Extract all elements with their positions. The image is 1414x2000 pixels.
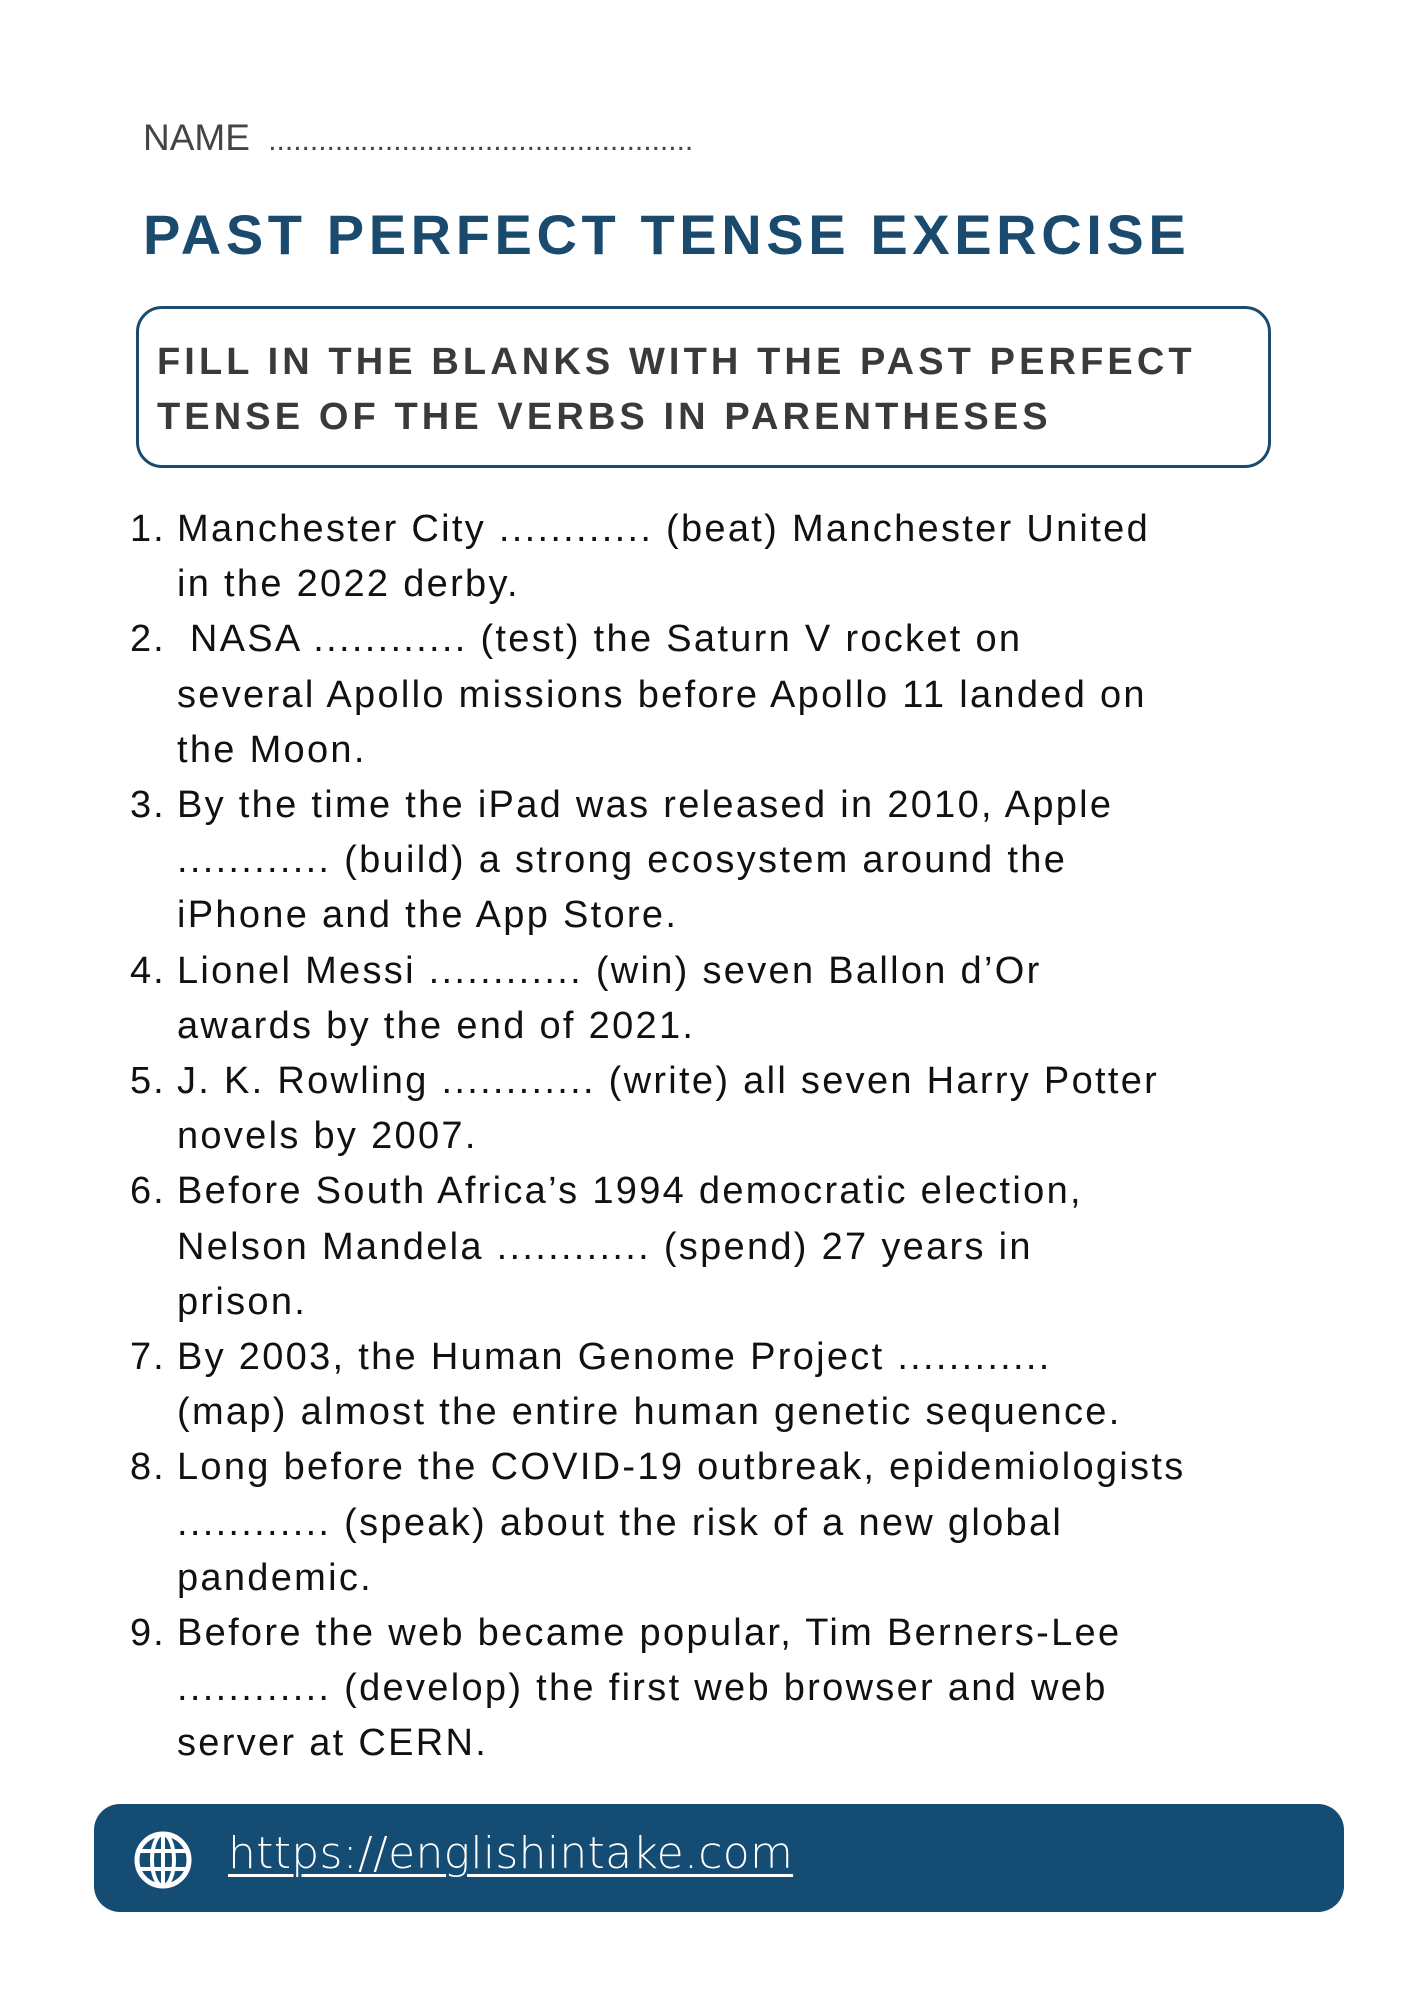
exercise-item-6 [130,1164,1380,1330]
exercise-line: server at CERN. [177,1722,489,1765]
exercise-item-7 [130,1330,1380,1440]
exercise-item-4 [130,944,1380,1054]
exercise-line: By 2003, the Human Genome Project ............ [177,1336,1052,1379]
exercise-item-2 [130,612,1380,778]
exercise-list [130,502,1380,1772]
website-link[interactable]: https://englishintake.com [228,1828,794,1879]
item-number: 7. [130,1336,166,1379]
exercise-line: Long before the COVID-19 outbreak, epidemiologists [177,1446,1186,1489]
instruction-text [157,335,1196,445]
exercise-item-8 [130,1440,1380,1606]
exercise-item-9 [130,1606,1380,1772]
exercise-line: NASA ............ (test) the Saturn V rocket on [177,618,1023,661]
exercise-line: Before South Africa’s 1994 democratic election, [177,1170,1083,1213]
exercise-line: iPhone and the App Store. [177,894,679,937]
exercise-line: the Moon. [177,728,367,771]
name-label: NAME [143,117,250,158]
exercise-line: novels by 2007. [177,1115,478,1158]
exercise-line: (map) almost the entire human genetic sequence. [177,1391,1122,1434]
instruction-box [136,306,1271,468]
exercise-line: ............ (build) a strong ecosystem around the [177,839,1068,882]
item-number: 2. [130,618,166,661]
exercise-line: By the time the iPad was released in 2010, Apple [177,784,1114,827]
item-number: 3. [130,784,166,827]
exercise-line: ............ (speak) about the risk of a new global [177,1501,1064,1544]
item-number: 6. [130,1170,166,1213]
exercise-line: Lionel Messi ............ (win) seven Ballon d’Or [177,949,1042,992]
exercise-item-5 [130,1054,1380,1164]
item-number: 1. [130,508,166,550]
name-blank[interactable]: ................................................... [268,124,694,157]
exercise-line: pandemic. [177,1556,374,1599]
exercise-line: J. K. Rowling ............ (write) all seven Harry Potter [177,1060,1160,1103]
exercise-line: Before the web became popular, Tim Berners-Lee [177,1612,1122,1655]
item-number: 5. [130,1060,166,1103]
exercise-line: ............ (develop) the first web browser and web [177,1667,1108,1710]
exercise-line: awards by the end of 2021. [177,1004,696,1047]
exercise-line: prison. [177,1280,308,1323]
exercise-line: in the 2022 derby. [177,563,520,606]
exercise-item-3 [130,778,1380,944]
item-number: 8. [130,1446,166,1489]
item-number: 9. [130,1612,166,1655]
exercise-line: several Apollo missions before Apollo 11 landed on [177,673,1147,716]
instruction-line: FILL IN THE BLANKS WITH THE PAST PERFECT [157,341,1196,383]
name-field [143,116,693,163]
item-number: 4. [130,949,166,992]
exercise-line: Manchester City ............ (beat) Manchester United [177,508,1151,550]
globe-icon [133,1830,193,1890]
exercise-item-1 [130,502,1380,612]
instruction-line: TENSE OF THE VERBS IN PARENTHESES [157,396,1052,438]
exercise-line: Nelson Mandela ............ (spend) 27 years in [177,1225,1033,1268]
page-title: PAST PERFECT TENSE EXERCISE [143,203,1191,266]
